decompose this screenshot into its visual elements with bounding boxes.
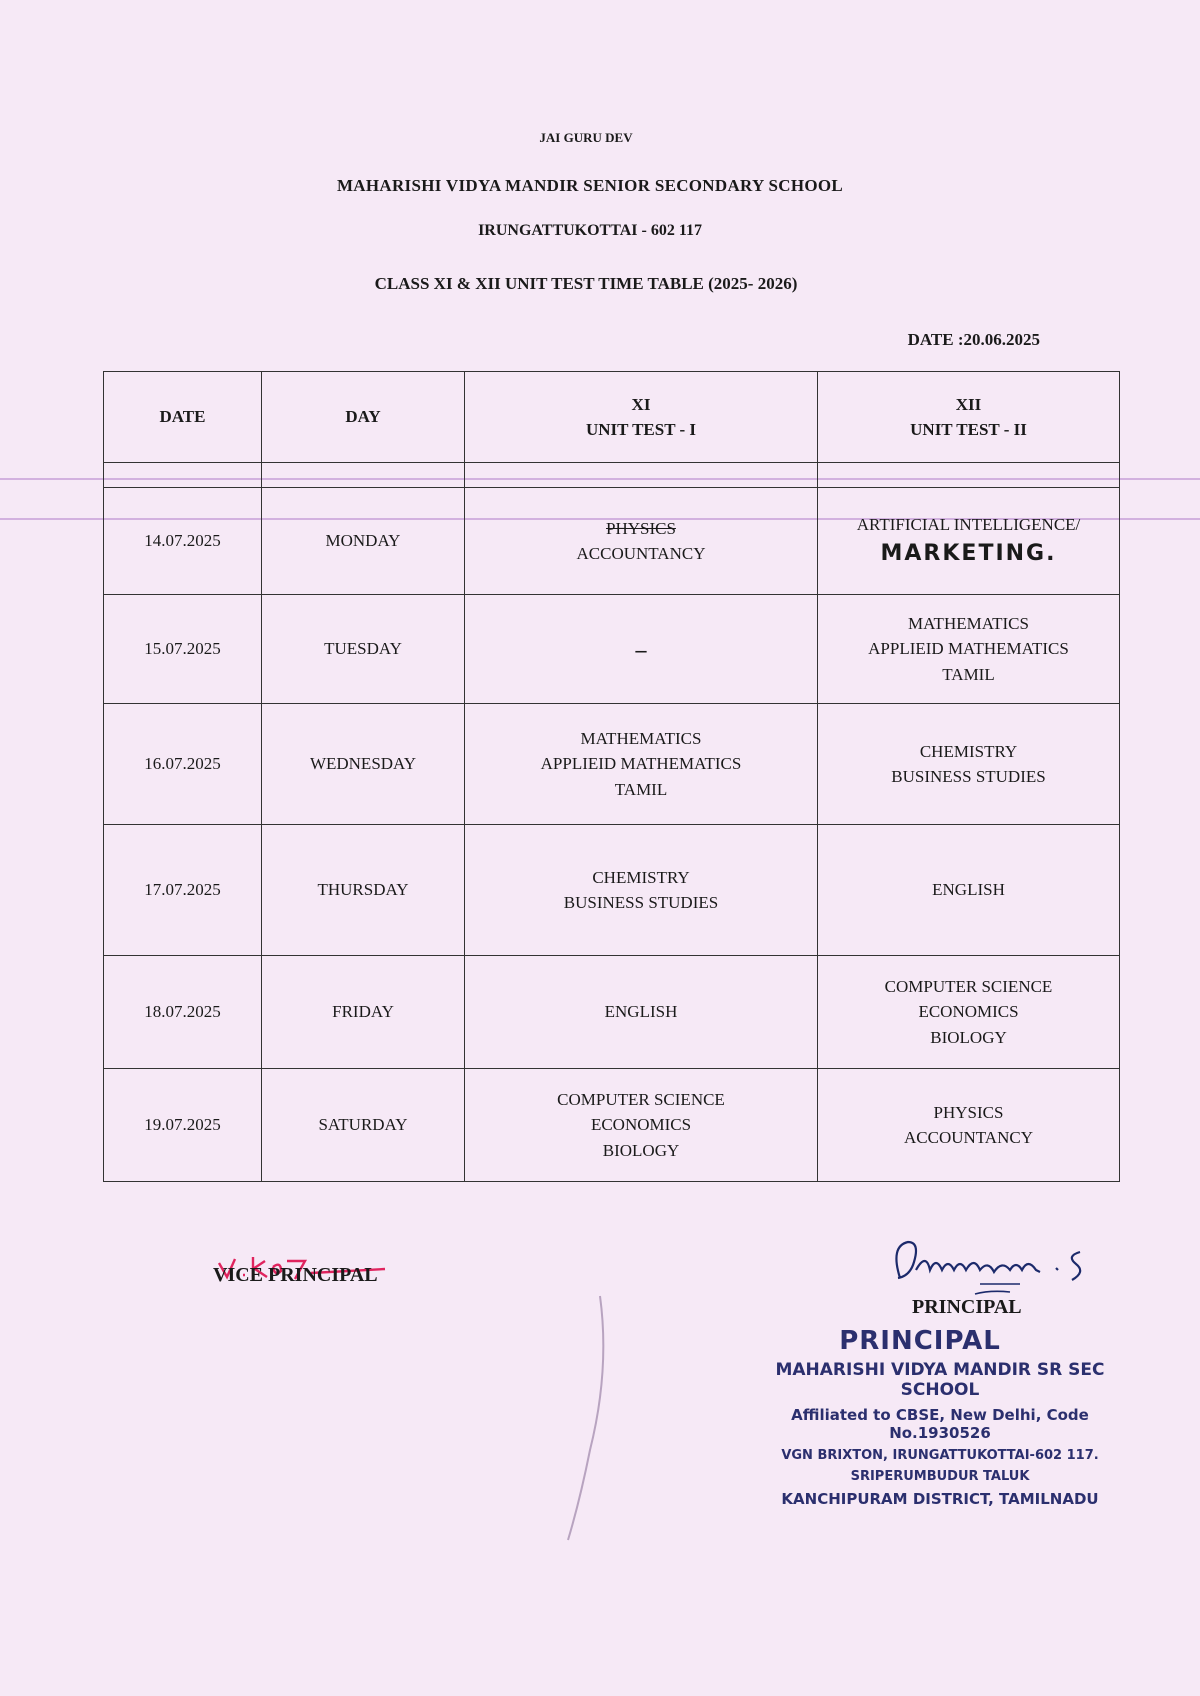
subject: ENGLISH [604, 1002, 678, 1022]
timetable [103, 371, 1120, 1182]
cell-xii [818, 825, 1120, 956]
subject: BUSINESS STUDIES [563, 893, 719, 912]
subject: COMPUTER SCIENCE [884, 976, 1053, 996]
subject: CHEMISTRY [592, 867, 690, 887]
table-row [104, 1069, 1120, 1182]
cell-xii [818, 1069, 1120, 1182]
subject: MATHEMATICS [580, 728, 702, 748]
header-xi [465, 372, 818, 463]
subject: APPLIEID MATHEMATICS [868, 639, 1069, 659]
cell-date: 14.07.2025 [104, 488, 262, 595]
cell-xii [818, 956, 1120, 1069]
stamp-district: KANCHIPURAM DISTRICT, TAMILNADU [781, 1490, 1099, 1508]
principal-label: PRINCIPAL [912, 1296, 1022, 1318]
subject: COMPUTER SCIENCE [557, 1089, 725, 1109]
cell-day: TUESDAY [262, 595, 465, 704]
subject: ENGLISH [932, 880, 1005, 900]
cell-date: 18.07.2025 [104, 956, 262, 1069]
header-xii-class: XII [955, 394, 982, 414]
subject: APPLIEID MATHEMATICS [540, 754, 742, 774]
cell-xi [465, 488, 818, 595]
subject: CHEMISTRY [919, 741, 1018, 761]
school-name: MAHARISHI VIDYA MANDIR SENIOR SECONDARY SCHOOL [336, 176, 844, 195]
cell-xii [818, 704, 1120, 825]
subject: BIOLOGY [602, 1140, 680, 1160]
cell-date: 15.07.2025 [104, 595, 262, 704]
subject: PHYSICS [933, 1102, 1004, 1122]
cell-xi [465, 595, 818, 704]
cell-xi [465, 825, 818, 956]
header-xii [818, 372, 1120, 463]
table-row [104, 595, 1120, 704]
subject: TAMIL [942, 664, 995, 684]
scan-artifact-mark [560, 1290, 630, 1550]
principal-stamp [770, 1326, 1110, 1508]
stamp-address: VGN BRIXTON, IRUNGATTUKOTTAI-602 117. [781, 1448, 1099, 1463]
subject: PHYSICS [606, 518, 676, 538]
stamp-affiliation: Affiliated to CBSE, New Delhi, Code No.1930526 [791, 1406, 1089, 1442]
cell-day: WEDNESDAY [262, 704, 465, 825]
subject: ARTIFICIAL INTELLIGENCE/ [856, 514, 1081, 534]
subject: ECONOMICS [590, 1115, 692, 1135]
subject: BIOLOGY [930, 1027, 1007, 1047]
document-title: CLASS XI & XII UNIT TEST TIME TABLE (2025- 2026) [374, 274, 798, 293]
cell-xii [818, 488, 1120, 595]
subject: ECONOMICS [918, 1002, 1019, 1022]
stamp-title: PRINCIPAL [839, 1326, 1001, 1356]
header-day: DAY [262, 372, 465, 463]
header-row [104, 372, 1120, 463]
cell-date: 19.07.2025 [104, 1069, 262, 1182]
subject: TAMIL [614, 779, 668, 799]
cell-day: FRIDAY [262, 956, 465, 1069]
spacer-row [104, 463, 1120, 488]
cell-xi [465, 1069, 818, 1182]
subject: MATHEMATICS [908, 613, 1029, 633]
cell-xi [465, 704, 818, 825]
subject: BUSINESS STUDIES [891, 767, 1046, 786]
cell-xii [818, 595, 1120, 704]
cell-day: SATURDAY [262, 1069, 465, 1182]
table-row [104, 956, 1120, 1069]
header-xi-test: UNIT TEST - I [585, 420, 697, 439]
no-exam-dash: – [635, 636, 647, 662]
cell-date: 16.07.2025 [104, 704, 262, 825]
table-row [104, 704, 1120, 825]
handwritten-subject: MARKETING. [880, 541, 1057, 567]
cell-date: 17.07.2025 [104, 825, 262, 956]
motto: JAI GURU DEV [539, 130, 633, 145]
vice-principal-label: VICE PRINCIPAL [213, 1264, 378, 1286]
header-xi-class: XI [631, 394, 651, 414]
subject: ACCOUNTANCY [576, 544, 706, 563]
header-xii-test: UNIT TEST - II [910, 420, 1027, 439]
header-date: DATE [104, 372, 262, 463]
cell-xi [465, 956, 818, 1069]
table-row [104, 825, 1120, 956]
school-address: IRUNGATTUKOTTAI - 602 117 [478, 222, 702, 239]
cell-day: MONDAY [262, 488, 465, 595]
issue-date: DATE :20.06.2025 [907, 330, 1040, 349]
subject: ACCOUNTANCY [904, 1128, 1033, 1147]
principal-signature [880, 1232, 1140, 1302]
table-row [104, 488, 1120, 595]
stamp-school: MAHARISHI VIDYA MANDIR SR SEC SCHOOL [775, 1360, 1105, 1400]
cell-day: THURSDAY [262, 825, 465, 956]
stamp-taluk: SRIPERUMBUDUR TALUK [850, 1469, 1030, 1484]
